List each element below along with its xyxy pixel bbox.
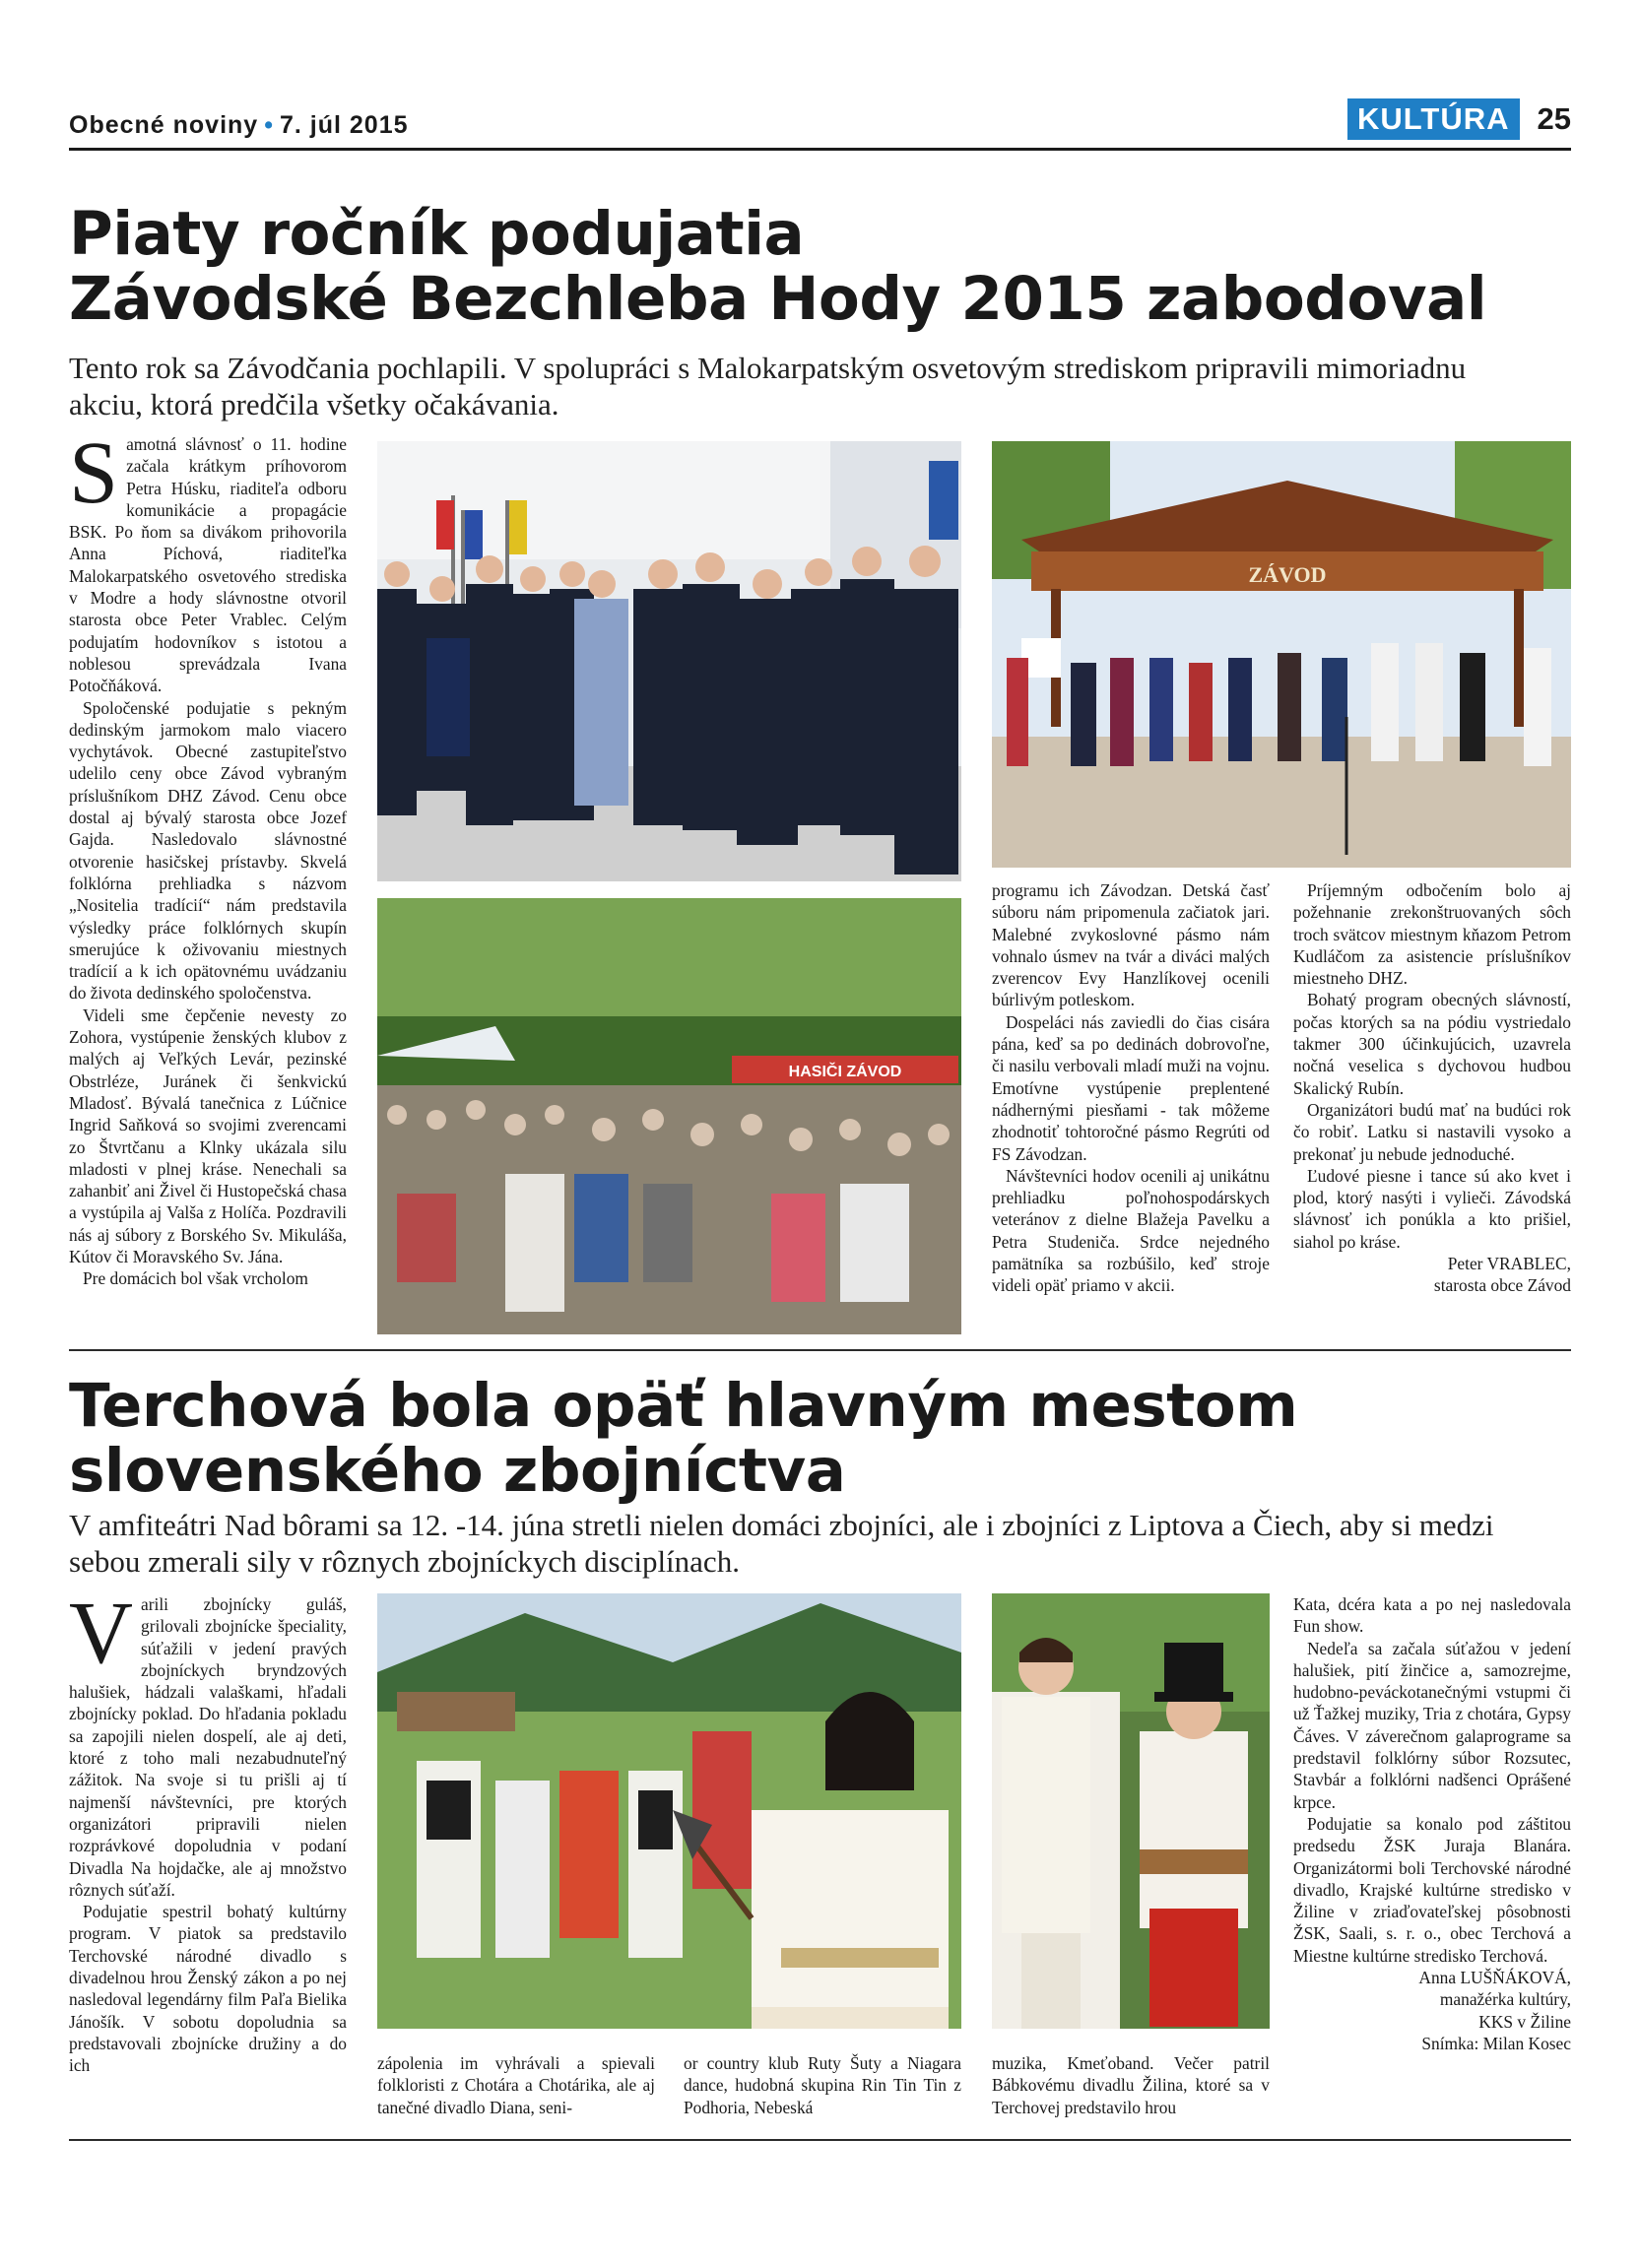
paragraph: muzika, Kmeťoband. Večer patril Bábkovému divadlu Žilina, ktoré sa v Terchovej predstavilo hrou: [992, 2053, 1270, 2117]
paper-name: Obecné noviny: [69, 111, 259, 139]
stage-sign: ZÁVOD: [1248, 562, 1327, 587]
photo-officials-group: [377, 441, 961, 881]
drop-cap: S: [69, 424, 119, 522]
tent-sign: HASIČI ZÁVOD: [788, 1064, 902, 1080]
article1-lead: Tento rok sa Závodčania pochlapili. V spolupráci s Malokarpatským osvetovým strediskom pripravili mimoriadnu akciu, ktorá predčila všetky očakávania.: [69, 351, 1467, 421]
paragraph: zápolenia im vyhrávali a spievali folkloristi z Chotára a Chotárika, ale aj tanečné divadlo Diana, seni-: [377, 2053, 655, 2117]
author-organization: KKS v Žiline: [1478, 2011, 1571, 2032]
paragraph: Dospeláci nás zaviedli do čias cisára pána, keď sa po dedinách dobrovoľne, či nasilu verbovali mladí muži na vojnu. Emotívne vystúpenie preplentené nádhernými piesňami - tak môžeme zhodnotiť tohtoročné pásmo Regrúti od FS Závodzan.: [992, 1011, 1270, 1164]
article1-column-1: [69, 424, 347, 1290]
article1-column-4: [1293, 879, 1571, 1297]
photo-audience-crowd: [377, 898, 961, 1334]
section-tag: KULTÚRA: [1347, 98, 1520, 140]
paragraph: Spoločenské podujatie s pekným dedinským jarmokom malo viacero vychytávok. Obecné zastupiteľstvo udelilo ceny obce Závod vybraným príslušníkom DHZ Závod. Cenu obce dostal aj bývalý starosta obce Jozef Gajda. Nasledovalo slávnostné otvorenie hasičskej prístavby. Skvelá folklórna prehliadka s názvom „Nositelia tradícií“ nám predstavila výsledky práce folklórnych skupín smerujúce k oživovaniu miestnych tradícií a k ich opätovnému uvádzaniu do života dedinského spoločenstva.: [69, 697, 347, 1004]
paragraph: Pre domácich bol však vrcholom: [83, 1268, 308, 1289]
photo-folk-stage: [992, 441, 1571, 868]
article2-column-4: [992, 2052, 1270, 2118]
masthead: [69, 111, 409, 140]
paragraph: arili zbojnícky guláš, grilovali zbojnícke špeciality, súťažili v jedení pravých zbojníckych bryndzových halušiek, hádzali valaškami, hľadali zbojnícky poklad. Do hľadania pokladu sa zapojili nielen dospelí, ale aj deti, ktoré z toho mali nezabudnuteľný zážitok. Na svoje si tu prišli aj tí najmenší návštevníci, pre ktorých organizátori pripravili nielen rozprávkové dopoludnia v podaní Divadla Na hojdačke, ale aj množstvo rôznych súťaží.: [69, 1594, 347, 1900]
issue-date: 7. júl 2015: [279, 111, 409, 139]
article2-lead: V amfiteátri Nad bôrami sa 12. -14. júna stretli nielen domáci zbojníci, ale i zbojníci z Liptova a Čiech, aby si medzi sebou zmerali sily v rôznych zbojníckych disciplínach.: [69, 1508, 1494, 1579]
paragraph: or country klub Ruty Šuty a Niagara dance, hudobná skupina Rin Tin Tin z Podhoria, Nebeská: [684, 2053, 961, 2117]
page-number: 25: [1537, 101, 1571, 136]
article2-signature: [1293, 1967, 1571, 2054]
headline-line: Závodské Bezchleba Hody 2015 zabodoval: [69, 264, 1487, 334]
paragraph: Organizátori budú mať na budúci rok čo robiť. Latku si nastavili vysoko a prekonať ju nebude jednoduché.: [1293, 1099, 1571, 1164]
paragraph: Bohatý program obecných slávností, počas ktorých sa na pódiu vystriedalo takmer 300 účinkujúcich, uzavrela nočná veselica s dychovou hudbou Skalický Rubín.: [1293, 990, 1571, 1098]
photo-zbojnici-portrait: [992, 1593, 1270, 2029]
author-role: manažérka kultúry,: [1439, 1989, 1571, 2010]
article2-column-3: [684, 2052, 961, 2118]
author-role: starosta obce Závod: [1433, 1275, 1571, 1296]
headline-line: slovenského zbojníctva: [69, 1436, 846, 1506]
footer-rule: [69, 2139, 1571, 2141]
paragraph: Podujatie spestril bohatý kultúrny program. V piatok sa predstavilo Terchovské národné divadlo s divadelnou hrou Ženský zákon a po nej nasledoval legendárny film Paľa Bielika Jánošík. V sobotu dopoludnia sa predstavovali zbojnícke družiny a do ich: [69, 1902, 347, 2076]
section-header: [1347, 98, 1571, 140]
paragraph: Podujatie sa konalo pod záštitou predsedu ŽSK Juraja Blanára. Organizátormi boli Terchovské národné divadlo, Krajské kultúrne stredisko v Žiline v zriaďovateľskej pôsobnosti ŽSK, Saali, s. r. o., obec Terchová a Miestne kultúrne stredisko Terchová.: [1293, 1813, 1571, 1966]
article1-signature: [1293, 1253, 1571, 1297]
photo-credit: Snímka: Milan Kosec: [1421, 2033, 1571, 2053]
headline-line: Piaty ročník podujatia: [69, 199, 805, 269]
article2-headline: [69, 1371, 1298, 1506]
paragraph: Videli sme čepčenie nevesty zo Zohora, vystúpenie ženských klubov z malých aj Veľkých Levár, pezinské Obstrléze, Juránek či šenkvickú Mladosť. Bývalá tanečnica z Lúčnice Ingrid Saňková so svojimi zverencami zo Štvrtčanu a Klnky ukázala silu mladosti v plnej kráse. Nenechali sa zahanbiť ani Živel či Hustopečská chasa a vystúpila aj Valša z Holíča. Pozdravili nás aj súbory z Borského Sv. Mikuláša, Kútov či Moravského Sv. Jána.: [69, 1004, 347, 1266]
article1-headline: [69, 199, 1487, 334]
article1-column-3: [992, 879, 1270, 1297]
drop-cap: V: [69, 1585, 133, 1682]
paragraph: Návštevníci hodov ocenili aj unikátnu prehliadku poľnohospodárskych veteránov z dielne Blažeja Pavelku a Petra Studeniča. Srdce nejedného pamätníka sa rozbúšilo, keď stroje videli opäť priamo v akcii.: [992, 1165, 1270, 1296]
paragraph: Nedeľa sa začala súťažou v jedení halušiek, pití žinčice a, samozrejme, hudobno-peváckotanečnými vstupmi či už Ťažkej muziky, Tria z chotára, Gypsy Čáves. V záverečnom galaprograme sa predstavil folklórny súbor Rozsutec, Stavbár a folklórni nadšenci Oprášené krpce.: [1293, 1638, 1571, 1812]
article-divider: [69, 1349, 1571, 1351]
separator-dot: •: [264, 111, 274, 139]
article2-column-1: [69, 1585, 347, 2077]
headline-line: Terchová bola opäť hlavným mestom: [69, 1371, 1298, 1441]
paragraph: Ľudové piesne i tance sú ako kvet i plod, ktorý nasýti i vylieči. Závodská slávnosť ich ponúkla a kto prišiel, siahol po kráse.: [1293, 1165, 1571, 1252]
photo-axe-throwing: [377, 1593, 961, 2029]
author-name: Peter VRABLEC,: [1447, 1254, 1571, 1274]
article2-column-5: [1293, 1593, 1571, 2054]
header-rule: [69, 148, 1571, 151]
paragraph: amotná slávnosť o 11. hodine začala krátkym príhovorom Petra Húsku, riaditeľa odboru komunikácie a propagácie BSK. Po ňom sa divákom prihovorila Anna Píchová, riaditeľka Malokarpatského osvetového strediska v Modre a hody slávnostne otvoril starosta obce Peter Vrablec. Celým podujatím hodovníkov s istotou a noblesou sprevádzala Ivana Potočňáková.: [69, 434, 347, 696]
article2-column-2: [377, 2052, 655, 2118]
paragraph: Kata, dcéra kata a po nej nasledovala Fun show.: [1293, 1594, 1571, 1637]
author-name: Anna LUŠŇÁKOVÁ,: [1418, 1968, 1571, 1988]
paragraph: Príjemným odbočením bolo aj požehnanie zrekonštruovaných sôch troch svätcov miestnym kňazom Petrom Kudláčom za asistencie príslušníkov miestneho DHZ.: [1293, 880, 1571, 989]
paragraph: programu ich Závodzan. Detská časť súboru nám pripomenula začiatok jari. Malebné zvykoslovné pásmo nám vohnalo úsmev na tvár a diváci malých zverencov Evy Hanzlíkovej ocenili búrlivým potleskom.: [992, 880, 1270, 1010]
